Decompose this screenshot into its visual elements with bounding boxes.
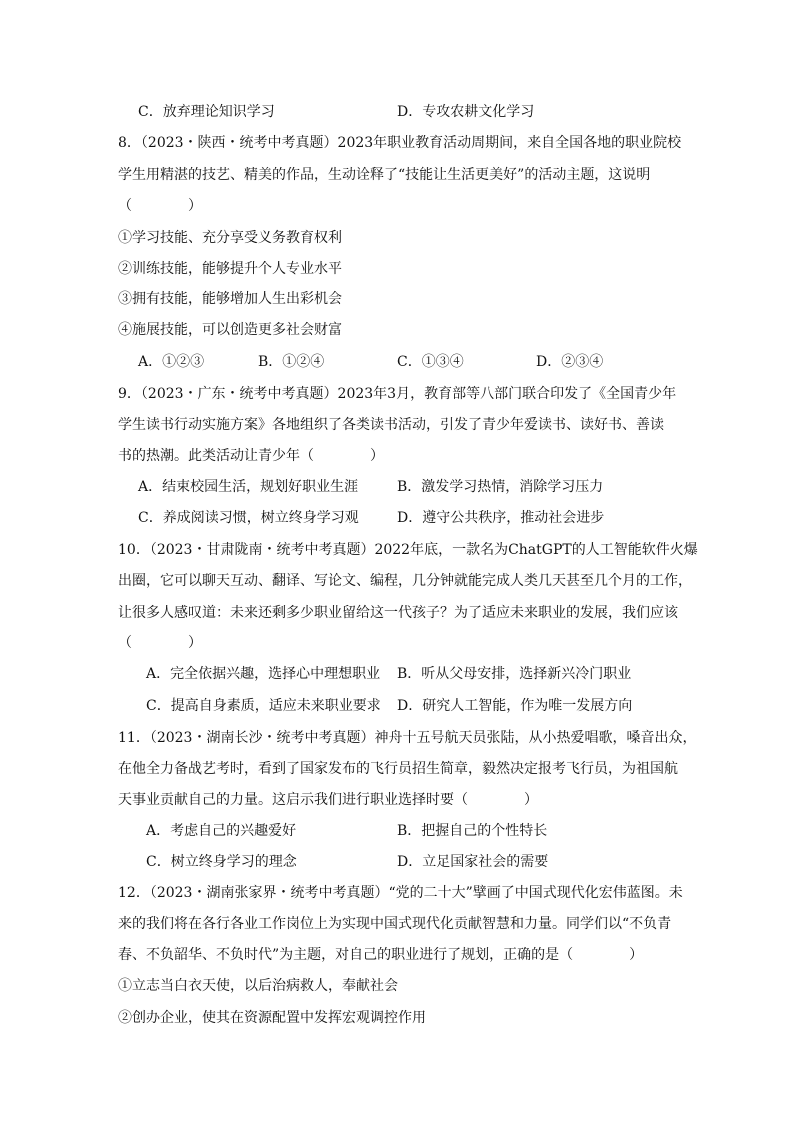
q8-option-d: D．②③④ xyxy=(536,354,604,370)
q8-option-a: A．①②③ xyxy=(138,354,205,370)
q10-option-b: B．听从父母安排，选择新兴冷门职业 xyxy=(397,666,632,682)
q11-stem-line-3: 天事业贡献自己的力量。这启示我们进行职业选择时要（ ） xyxy=(118,792,538,808)
q8-option-c: C．①③④ xyxy=(397,354,464,370)
q8-stem-line-1: 8．（2023・陕西・统考中考真题）2023年职业教育活动周期间，来自全国各地的职业院校 xyxy=(118,135,682,151)
q8-statement-3: ③拥有技能，能够增加人生出彩机会 xyxy=(118,291,342,307)
q8-statement-1: ①学习技能、充分享受义务教育权利 xyxy=(118,230,342,246)
q8-option-b: B．①②④ xyxy=(258,354,325,370)
q7-option-c: C．放弃理论知识学习 xyxy=(138,104,275,120)
q8-answer-blank: （ ） xyxy=(118,198,202,214)
q10-option-c: C．提高自身素质，适应未来职业要求 xyxy=(146,698,381,714)
q11-option-d: D．立足国家社会的需要 xyxy=(397,854,549,870)
q11-stem-line-2: 在他全力备战艺考时，看到了国家发布的飞行员招生简章，毅然决定报考飞行员，为祖国航 xyxy=(118,761,678,777)
q8-statement-4: ④施展技能，可以创造更多社会财富 xyxy=(118,322,342,338)
q10-stem-line-3: 让很多人感叹道：未来还剩多少职业留给这一代孩子？为了适应未来职业的发展，我们应该 xyxy=(118,605,678,621)
q11-option-b: B．把握自己的个性特长 xyxy=(397,823,548,839)
q9-option-a: A．结束校园生活，规划好职业生涯 xyxy=(138,479,359,495)
q8-statement-2: ②训练技能，能够提升个人专业水平 xyxy=(118,261,342,277)
q10-stem-line-1: 10．（2023・甘肃陇南・统考中考真题）2022年底，一款名为ChatGPT的人工智能软件火爆 xyxy=(118,542,698,558)
q10-option-d: D．研究人工智能，作为唯一发展方向 xyxy=(397,698,633,714)
q9-stem-line-2: 学生读书行动实施方案》各地组织了各类读书活动，引发了青少年爱读书、读好书、善读 xyxy=(118,417,664,433)
q9-stem-line-3: 书的热潮。此类活动让青少年（ ） xyxy=(118,448,384,464)
q12-stem-line-3: 春、不负韶华、不负时代”为主题，对自己的职业进行了规划，正确的是（ ） xyxy=(118,947,644,963)
q12-statement-2: ②创办企业，使其在资源配置中发挥宏观调控作用 xyxy=(118,1010,426,1026)
q12-stem-line-1: 12．（2023・湖南张家界・统考中考真题）“党的二十大”擘画了中国式现代化宏伟蓝图。未 xyxy=(118,885,683,901)
q7-option-d: D．专攻农耕文化学习 xyxy=(397,104,535,120)
q12-statement-1: ①立志当白衣天使，以后治病救人，奉献社会 xyxy=(118,978,398,994)
q11-stem-line-1: 11．（2023・湖南长沙・统考中考真题）神舟十五号航天员张陆，从小热爱唱歌，嗓音出众， xyxy=(118,730,697,746)
q12-stem-line-2: 来的我们将在各行各业工作岗位上为实现中国式现代化贡献智慧和力量。同学们以“不负青 xyxy=(118,916,672,932)
q9-option-c: C．养成阅读习惯，树立终身学习观 xyxy=(138,510,359,526)
q11-option-a: A．考虑自己的兴趣爱好 xyxy=(146,823,297,839)
q10-answer-blank: （ ） xyxy=(118,635,202,651)
q8-stem-line-2: 学生用精湛的技艺、精美的作品，生动诠释了“技能让生活更美好”的活动主题，这说明 xyxy=(118,167,651,183)
q11-option-c: C．树立终身学习的理念 xyxy=(146,854,297,870)
q10-stem-line-2: 出圈，它可以聊天互动、翻译、写论文、编程，几分钟就能完成人类几天甚至几个月的工作， xyxy=(118,573,692,589)
q9-stem-line-1: 9．（2023・广东・统考中考真题）2023年3月，教育部等八部门联合印发了《全国青少年 xyxy=(118,386,677,402)
q9-option-b: B．激发学习热情，消除学习压力 xyxy=(397,479,604,495)
q9-option-d: D．遵守公共秩序，推动社会进步 xyxy=(397,510,605,526)
q10-option-a: A．完全依据兴趣，选择心中理想职业 xyxy=(146,666,381,682)
